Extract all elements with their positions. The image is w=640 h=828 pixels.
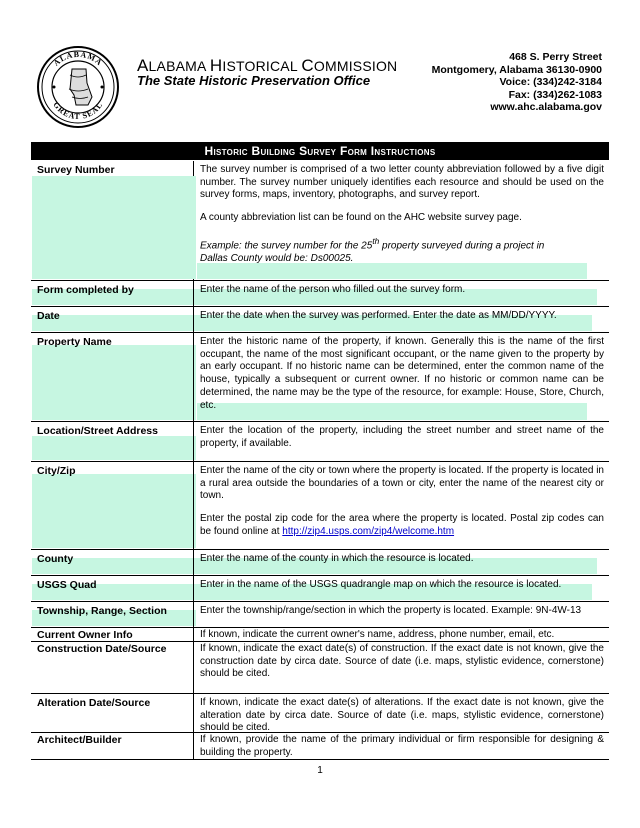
- address-fax: Fax: (334)262-1083: [508, 88, 602, 101]
- row-description: Enter the historic name of the property, if known. Generally this is the name of the first occupant, the name of the most significant occupant, or the name given to the property by an early occupant. If no historic name can be determined, enter the common name of the house, typically a subsequent or current owner. If no historic or common name can be determined, the name may be the type of the resource, for example: House, Store, Church, etc.: [200, 336, 604, 411]
- address-block: [432, 51, 602, 114]
- row-architect-builder: [31, 733, 609, 760]
- row-label: Architect/Builder: [31, 733, 194, 759]
- row-label: Date: [31, 307, 194, 332]
- row-location-street-address: [31, 422, 609, 462]
- page-number: 1: [317, 765, 323, 776]
- organization-name: ALABAMA HISTORICAL COMMISSION: [137, 56, 398, 75]
- row-property-name: [31, 333, 609, 422]
- row-label: Alteration Date/Source: [31, 694, 194, 732]
- row-current-owner-info: [31, 628, 609, 642]
- row-usgs-quad: [31, 576, 609, 602]
- row-survey-number: [31, 161, 609, 281]
- row-label: City/Zip: [31, 462, 194, 549]
- form-title: Historic Building Survey Form Instructions: [31, 142, 609, 160]
- row-description: If known, indicate the current owner's name, address, phone number, email, etc.: [200, 629, 555, 640]
- svg-text:GREAT SEAL: GREAT SEAL: [51, 100, 105, 122]
- row-description: The survey number is comprised of a two letter county abbreviation followed by a five digit number. The survey number uniquely identifies each resource and should be used on the survey forms, maps, inventory, photographs, and survey report. A county abbreviation list can be found on the AHC website survey page. Example: the survey number for the 25th property surveyed during a project in Dallas County would be: Ds00025.: [200, 164, 604, 264]
- row-label: Construction Date/Source: [31, 642, 194, 693]
- row-description: Enter in the name of the USGS quadrangle map on which the resource is located.: [200, 579, 562, 590]
- address-website: www.ahc.alabama.gov: [490, 101, 602, 113]
- zip-lookup-link[interactable]: http://zip4.usps.com/zip4/welcome.htm: [282, 525, 455, 537]
- row-description: Enter the name of the city or town where the property is located. If the property is located in a rural area outside the boundaries of a town or city, enter the name of the nearest city or town. Enter the postal zip code for the area where the property is located. Postal zip codes can be found online at http://zip4.usps.com/zip4/welcome.htm: [200, 465, 604, 537]
- row-description: If known, indicate the exact date(s) of alterations. If the exact date is not known, give the alteration date by circa date. Source of date (i.e. maps, stylistic evidence, cornerstone) should be cited.: [200, 697, 604, 732]
- row-label: Current Owner Info: [31, 628, 194, 641]
- row-description: Enter the date when the survey was performed. Enter the date as MM/DD/YYYY.: [200, 310, 557, 321]
- address-city: Montgomery, Alabama 36130-0900: [431, 63, 602, 76]
- row-description: If known, indicate the exact date(s) of construction. If the exact date is not known, give the construction date by circa date. Source of date (i.e. maps, stylistic evidence, cornerstone) should be cited.: [200, 643, 604, 680]
- row-description: Enter the name of the county in which the resource is located.: [200, 553, 474, 564]
- row-description: Enter the location of the property, including the street number and street name of the property, if available.: [200, 425, 604, 449]
- row-city-zip: [31, 462, 609, 550]
- survey-number-field[interactable]: [32, 176, 196, 279]
- row-label: Township, Range, Section: [31, 602, 194, 627]
- row-label: USGS Quad: [31, 576, 194, 601]
- row-description: If known, provide the name of the primary individual or firm responsible for designing & building the property.: [200, 734, 604, 758]
- row-township-range-section: [31, 602, 609, 628]
- organization-subtitle: The State Historic Preservation Office: [137, 73, 371, 88]
- address-street: 468 S. Perry Street: [509, 51, 602, 63]
- row-label: Survey Number: [31, 161, 194, 280]
- row-date: [31, 307, 609, 333]
- row-label: Form completed by: [31, 281, 194, 306]
- row-description: Enter the name of the person who filled out the survey form.: [200, 284, 466, 295]
- row-label: County: [31, 550, 194, 575]
- row-construction-date-source: [31, 642, 609, 694]
- row-alteration-date-source: [31, 694, 609, 733]
- row-description: Enter the township/range/section in which the property is located. Example: 9N-4W-13: [200, 605, 582, 616]
- row-county: [31, 550, 609, 576]
- row-label: Property Name: [31, 333, 194, 421]
- row-form-completed-by: [31, 281, 609, 307]
- address-voice: Voice: (334)242-3184: [499, 76, 602, 88]
- svg-text:ALABAMA: ALABAMA: [51, 49, 105, 68]
- row-label: Location/Street Address: [31, 422, 194, 461]
- alabama-great-seal-logo: [36, 45, 120, 129]
